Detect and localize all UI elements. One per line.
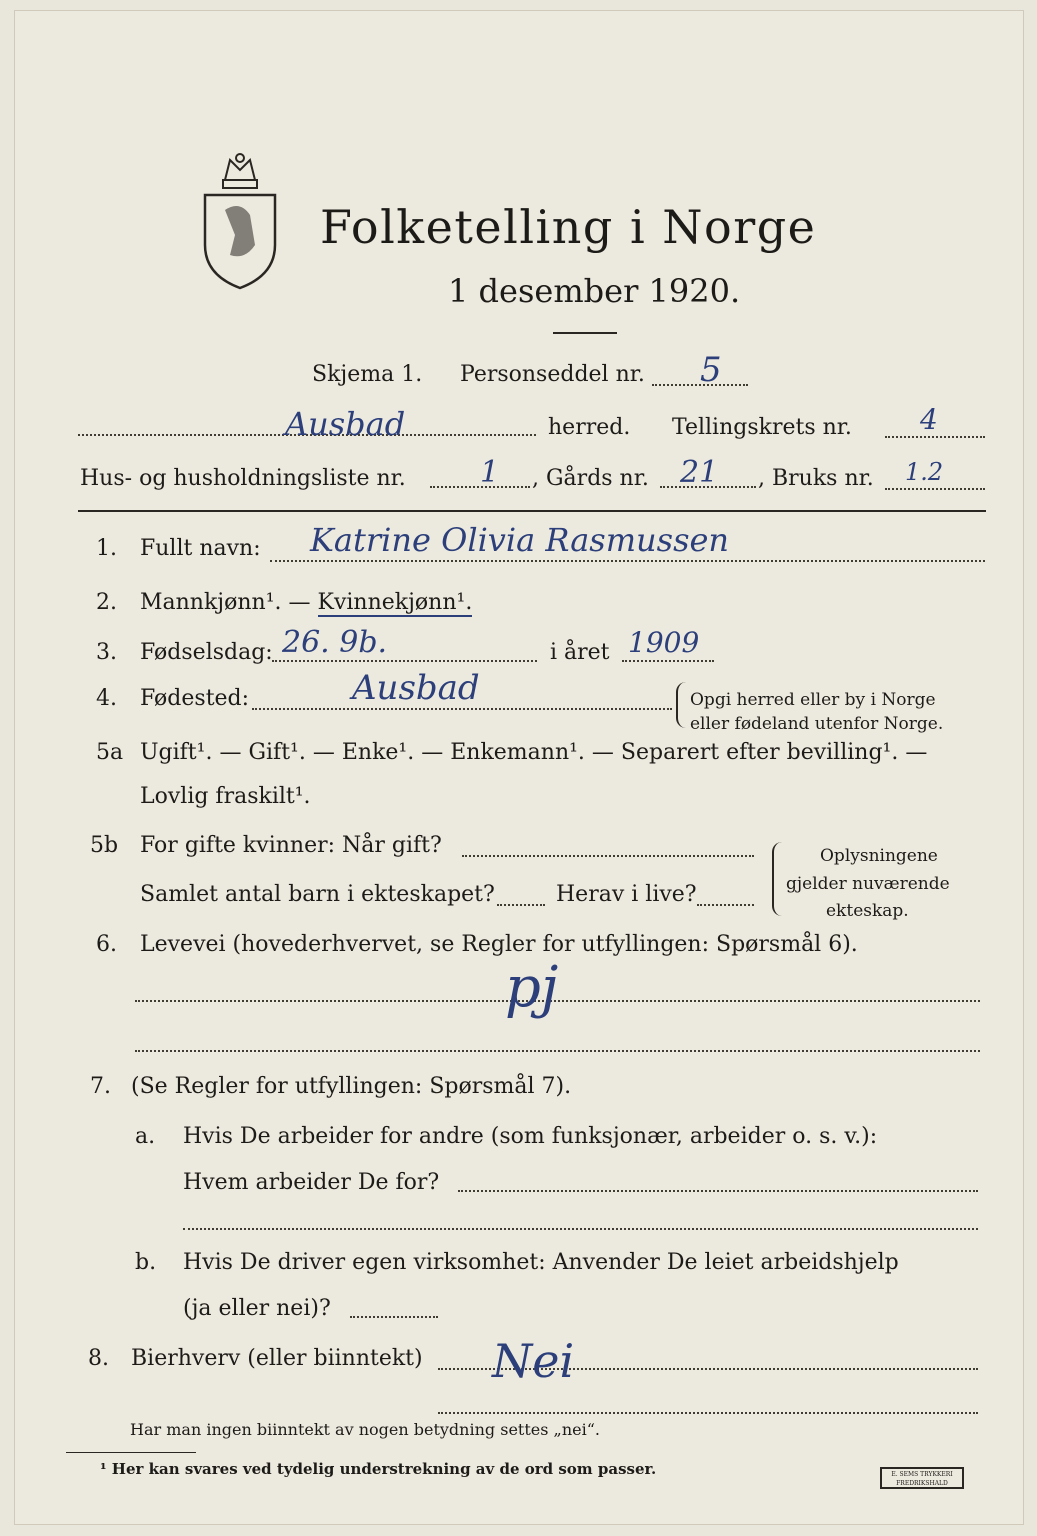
q7a-line-fill-1 [458,1190,978,1192]
q3-value: 26. 9b. [282,625,388,660]
q6-number: 6. [96,932,117,957]
q5b-note-2: gjelder nuværende [786,874,950,894]
q5b-line-2a-fill [497,904,545,906]
q6-line-2 [135,1050,980,1052]
q6-value: pj [505,955,559,1020]
printer-stamp: E. SEMS TRYKKERI FREDRIKSHALD [880,1467,964,1489]
q8-line-2 [438,1412,978,1414]
q4-label: Fødested: [140,686,250,711]
q2-option-kvinne: Kvinnekjønn¹. [317,590,473,615]
q7a-line-fill-2 [183,1228,978,1230]
q1-number: 1. [96,536,117,561]
q5a-number: 5a [96,740,124,765]
q5b-line-1-fill [462,855,754,857]
q5b-number: 5b [90,833,119,858]
q2-text [140,590,472,615]
q4-value: Ausbad [352,668,480,708]
q3-year-value: 1909 [628,626,700,659]
footnote: ¹ Her kan svares ved tydelig understrekning av de ord som passer. [100,1460,657,1478]
bruks-label: , Bruks nr. [758,466,874,491]
hus-value: 1 [480,455,500,490]
q3-year-label: i året [550,640,610,665]
q2-number: 2. [96,590,117,615]
q5a-line-1: Ugift¹. — Gift¹. — Enke¹. — Enkemann¹. — Separert efter bevilling¹. — [140,740,928,765]
q8-note: Har man ingen biinntekt av nogen betydning settes „nei“. [130,1420,600,1439]
skjema-label: Skjema 1. [312,362,423,387]
tellingskrets-value: 4 [920,403,938,436]
q5b-note-3: ekteskap. [826,901,909,921]
q5b-line-1: For gifte kvinner: Når gift? [140,833,442,858]
footnote-rule [66,1452,196,1453]
gards-label: , Gårds nr. [532,466,649,491]
q8-value: Nei [492,1334,575,1388]
q5b-note-1: Oplysningene [820,846,938,866]
form-subtitle: 1 desember 1920. [448,272,741,310]
herred-label: herred. [548,415,631,440]
tellingskrets-line [885,436,985,438]
q8-number: 8. [88,1346,109,1371]
q7b-number: b. [135,1250,157,1275]
q7b-line-fill [350,1316,438,1318]
gards-value: 21 [680,455,719,490]
q7b-line-2: (ja eller nei)? [183,1296,331,1321]
q4-line [252,708,672,710]
q5b-line-2b: Herav i live? [556,882,697,907]
q6-text: Levevei (hovederhvervet, se Regler for utfyllingen: Spørsmål 6). [140,932,858,957]
personseddel-label: Personseddel nr. [460,362,645,387]
q7a-line-1: Hvis De arbeider for andre (som funksjonær, arbeider o. s. v.): [183,1124,878,1149]
q7-number: 7. [90,1074,111,1099]
q3-number: 3. [96,640,117,665]
herred-value: Ausbad [285,405,406,443]
q4-note-1: Opgi herred eller by i Norge [690,690,936,710]
q4-brace [676,682,686,728]
q1-value: Katrine Olivia Rasmussen [310,521,730,559]
title-divider [553,332,617,334]
tellingskrets-label: Tellingskrets nr. [672,415,852,440]
q2-option-mann: Mannkjønn¹. — [140,590,318,615]
header-separator [78,510,986,512]
q5b-line-2a: Samlet antal barn i ekteskapet? [140,882,495,907]
q7b-line-1: Hvis De driver egen virksomhet: Anvender De leiet arbeidshjelp [183,1250,899,1275]
bruks-value: 1.2 [905,458,944,486]
q1-line [270,560,985,562]
q5b-brace [772,842,782,916]
bruks-line [885,488,985,490]
q7a-number: a. [135,1124,156,1149]
q7a-line-2: Hvem arbeider De for? [183,1170,440,1195]
personseddel-value: 5 [700,350,722,390]
q3-label: Fødselsdag: [140,640,273,665]
q5b-line-2b-fill [697,904,754,906]
coat-of-arms-icon [195,150,285,290]
q3-year-line [622,660,714,662]
q8-label: Bierhverv (eller biinntekt) [131,1346,423,1371]
hus-label: Hus- og husholdningsliste nr. [80,466,406,491]
form-title: Folketelling i Norge [320,200,817,254]
q7-text: (Se Regler for utfyllingen: Spørsmål 7). [131,1074,572,1099]
q1-label: Fullt navn: [140,536,261,561]
q4-note-2: eller fødeland utenfor Norge. [690,714,944,734]
q4-number: 4. [96,686,117,711]
q3-line [272,660,537,662]
q5a-line-2: Lovlig fraskilt¹. [140,784,311,809]
